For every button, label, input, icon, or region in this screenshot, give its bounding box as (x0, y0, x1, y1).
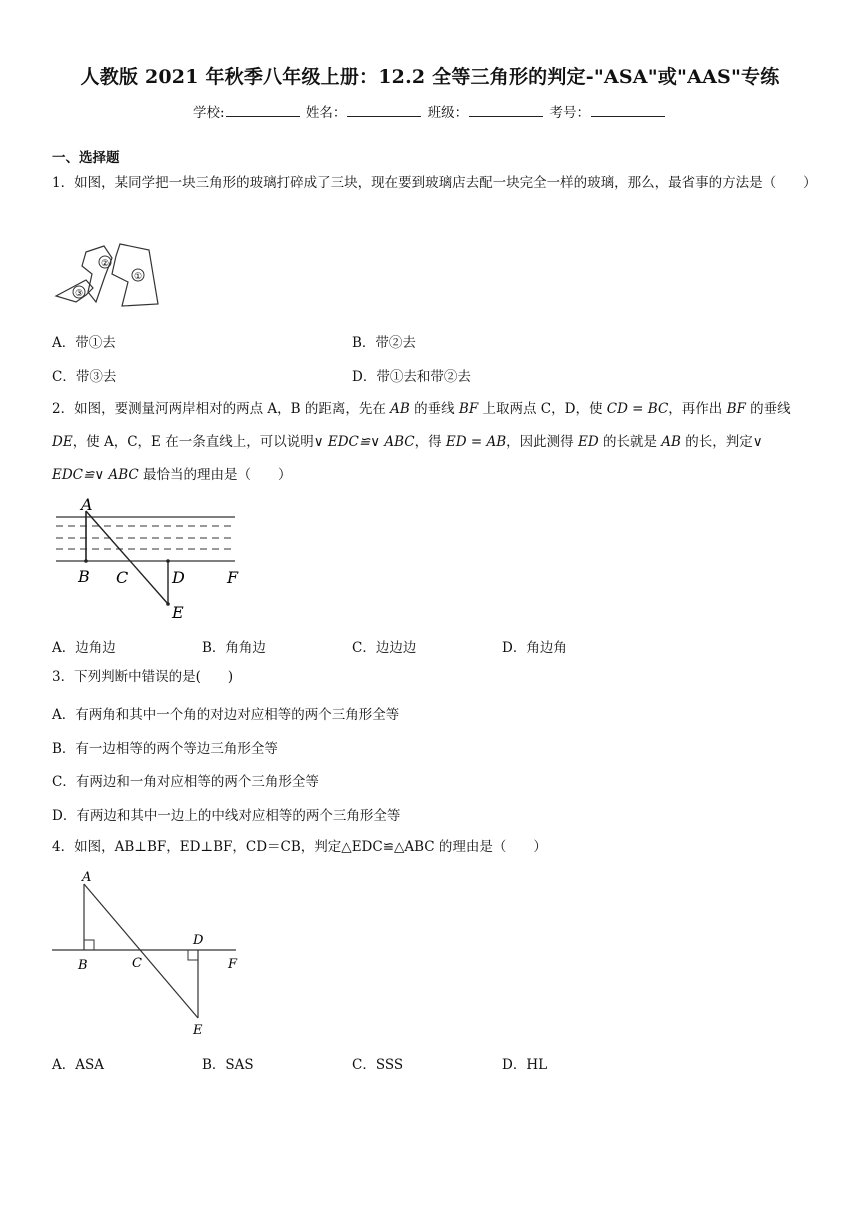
student-info-line (0, 101, 860, 121)
q2-option-a[interactable]: A．边角边 (52, 640, 116, 656)
q2-stem: 2．如图，要测量河两岸相对的两点 A，B 的距离，先在 AB 的垂线 BF 上取两点 C，D，使 CD = BC，再作出 BF 的垂线 DE，使 A，C，E 在一条直线上，可以说明∨ EDC≌∨ ABC，得 ED = AB，因此测得 ED 的长就是 AB 的长，判定∨ EDC≌∨ ABC 最恰当的理由是（ ） (52, 401, 791, 483)
class-label: 班级： (427, 105, 469, 121)
q4-triangles-figure (50, 868, 250, 1038)
fig-label: E (172, 603, 184, 622)
q3-option-a[interactable]: A．有两角和其中一个角的对边对应相等的两个三角形全等 (52, 707, 400, 723)
fig-label: ② (100, 259, 110, 269)
q1-stem: 1．如图，某同学把一块三角形的玻璃打碎成了三块，现在要到玻璃店去配一块完全一样的玻璃，那么，最省事的方法是（ ） (52, 175, 817, 191)
class-blank (469, 104, 543, 117)
fig-label: B (78, 567, 90, 586)
q4-stem: 4．如图，AB⊥BF，ED⊥BF，CD＝CB，判定△EDC≌△ABC 的理由是（ ） (52, 839, 547, 855)
q1-option-a[interactable]: A．带①去 (52, 335, 116, 351)
q1-broken-glass-figure (50, 240, 170, 310)
fig-label: F (228, 957, 238, 972)
fig-label: D (193, 933, 204, 948)
q2-option-b[interactable]: B．角角边 (202, 640, 266, 656)
q2-option-c[interactable]: C．边边边 (352, 640, 417, 656)
q4-option-c[interactable]: C．SSS (352, 1057, 404, 1073)
fig-label: D (172, 568, 185, 587)
fig-label: A (81, 495, 93, 514)
fig-label: ① (133, 272, 143, 282)
q4-option-d[interactable]: D．HL (502, 1057, 548, 1073)
q2-river-figure (52, 495, 252, 623)
glass-piece-2 (82, 246, 112, 302)
name-label: 姓名： (305, 105, 347, 121)
fig-label: F (227, 568, 239, 587)
school-label: 学校: (193, 105, 225, 121)
q2-option-d[interactable]: D．角边角 (502, 640, 567, 656)
page-title: 人教版 2021 年秋季八年级上册：12.2 全等三角形的判定-"ASA"或"AAS"专练 (80, 66, 780, 88)
q4-option-a[interactable]: A．ASA (52, 1057, 104, 1073)
q4-option-b[interactable]: B．SAS (202, 1057, 254, 1073)
exam-no-label: 考号： (549, 105, 590, 121)
q3-option-c[interactable]: C．有两边和一角对应相等的两个三角形全等 (52, 774, 319, 790)
fig-label: A (82, 870, 92, 885)
q1-option-b[interactable]: B．带②去 (352, 335, 416, 351)
exam-no-blank (591, 104, 665, 117)
q3-stem: 3．下列判断中错误的是( ) (52, 669, 234, 685)
fig-label: E (193, 1023, 203, 1038)
q3-option-b[interactable]: B．有一边相等的两个等边三角形全等 (52, 741, 278, 757)
q3-option-d[interactable]: D．有两边和其中一边上的中线对应相等的两个三角形全等 (52, 808, 401, 824)
fig-label: ③ (74, 289, 84, 299)
fig-label: C (132, 956, 142, 971)
q1-option-c[interactable]: C．带③去 (52, 369, 117, 385)
fig-label: B (78, 958, 88, 973)
q1-option-d[interactable]: D．带①去和带②去 (352, 369, 471, 385)
section-heading: 一、选择题 (52, 150, 120, 166)
fig-label: C (116, 568, 129, 587)
school-blank (226, 104, 300, 117)
name-blank (347, 104, 421, 117)
